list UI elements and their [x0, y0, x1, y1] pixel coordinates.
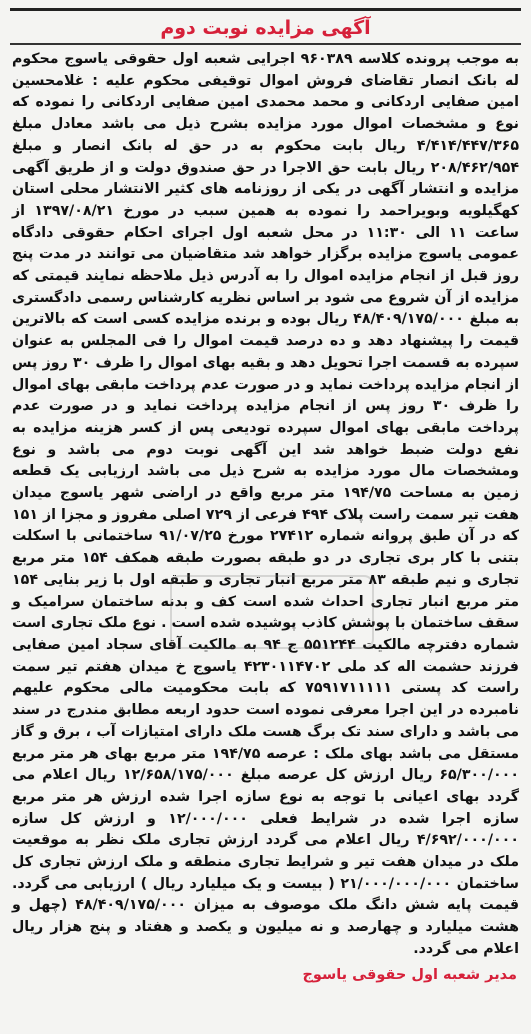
top-divider	[10, 8, 521, 11]
notice-body: به موجب پرونده کلاسه ۹۶۰۳۸۹ اجرایی شعبه اول حقوقی یاسوج محکوم له بانک انصار تقاضای فروش اموال توقیفی محکوم علیه : غلامحسین امین صفایی اردکانی و محمد محمدی امین صفایی اردکانی را نموده که نوع و مشخصات اموال مورد مزایده بشرح ذیل می باشد معادل مبلغ ۴/۴۱۴/۴۴۷/۳۶۵ ریال بابت محکوم به در حق له بانک انصار و مبلغ ۲۰۸/۴۶۲/۹۵۴ ریال بابت حق الاجرا در حق صندوق دولت و از طریق آگهی مزایده و انتشار آگهی در یکی از روزنامه های کثیر الانتشار محلی استان کهگیلویه وبویراحمد را نموده به همین سبب در مورخ ۱۳۹۷/۰۸/۲۱ از ساعت ۱۱ الی ۱۱:۳۰ در محل شعبه اول اجرای احکام حقوقی دادگاه عمومی یاسوج مزایده برگزار خواهد شد متقاضیان می توانند در مدت پنج روز قبل از انجام مزایده اموال را به آدرس ذیل ملاحظه نمایند قیمتی که مزایده از آن شروع می شود بر اساس نظریه کارشناس رسمی دادگستری به مبلغ ۴۸/۴۰۹/۱۷۵/۰۰۰ ریال بوده و برنده مزایده کسی است که بالاترین قیمت را پیشنهاد دهد و ده درصد قیمت اموال را فی المجلس به عنوان سپرده به قسمت اجرا تحویل دهد و بقیه بهای اموال را ظرف ۳۰ روز پس از انجام مزایده پرداخت نماید و در صورت عدم پرداخت مابقی بهای اموال را ظرف ۳۰ روز پس از انجام مزایده پرداخت نماید و در صورت عدم پرداخت مابقی بهای اموال سپرده تودیعی پس از کسر هزینه مزایده به نفع دولت ضبط خواهد شد این آگهی نوبت دوم می باشد و نوع ومشخصات مال مورد مزایده به شرح ذیل می باشد ارزیابی یک قطعه زمین به مساحت ۱۹۴/۷۵ متر مربع واقع در اراضی شهر یاسوج میدان هفت تیر سمت راست پلاک ۴۹۴ فرعی از ۷۲۹ اصلی مفروز و مجزا از ۱۵۱ که در آن طبق پروانه شماره ۲۷۴۱۲ مورخ ۹۱/۰۷/۲۵ ساختمانی با اسکلت بتنی با کار بری تجاری در دو طبقه بصورت طبقه همکف ۱۵۴ متر مربع تجاری و نیم طبقه ۸۳ متر مربع انبار تجاری و طبقه اول با زیر بنایی ۱۵۴ متر مربع انبار تجاری احداث شده است کف و بدنه ساختمان سرامیک و سقف ساختمان با پوشش کاذب پوشیده شده است . نوع ملک تجاری است شماره دفترچه مالکیت ۵۵۱۲۴۴ ج ۹۴ به مالکیت آقای سجاد امین صفایی فرزند حشمت اله کد ملی ۴۲۳۰۱۱۴۷۰۲ یاسوج خ میدان هفتم تیر سمت راست کد پستی ۷۵۹۱۷۱۱۱۱۱ که بابت محکومیت مالی محکوم علیهم نامبرده در این اجرا معرفی نموده است حدود اربعه مطابق مندرج در سند می باشد و دارای سند تک برگ هست ملک دارای امتیازات آب ، برق و گاز مستقل می باشد بهای ملک : عرصه ۱۹۴/۷۵ متر مربع بهای هر متر مربع ۶۵/۳۰۰/۰۰۰ ریال ارزش کل عرصه مبلغ ۱۲/۶۵۸/۱۷۵/۰۰۰ ریال اعلام می گردد بهای اعیانی با توجه به نوع سازه اجرا شده ارزش هر متر مربع سازه اجرا شده در شرایط فعلی ۱۲/۰۰۰/۰۰۰ و ارزش کل سازه ۴/۶۹۲/۰۰۰/۰۰۰ ریال اعلام می گردد ارزش تجاری ملک نظر به موقعیت ملک در میدان هفت تیر و شرایط تجاری منطقه و ملک ارزش تجاری کل ساختمان ۲۱/۰۰۰/۰۰۰/۰۰۰ ( بیست و یک میلیارد ریال ) ارزیابی می گردد. قیمت پایه شش دانگ ملک موصوف به میزان ۴۸/۴۰۹/۱۷۵/۰۰۰ (چهل و هشت میلیارد و چهارصد و نه میلیون و یکصد و هفتاد و پنج هزار ریال اعلام می گردد.	[12, 51, 520, 957]
title-divider	[10, 43, 521, 45]
signature-line: مدیر شعبه اول حقوقی یاسوج	[302, 966, 517, 983]
notice-title: آگهی مزایده نوبت دوم	[160, 17, 371, 39]
